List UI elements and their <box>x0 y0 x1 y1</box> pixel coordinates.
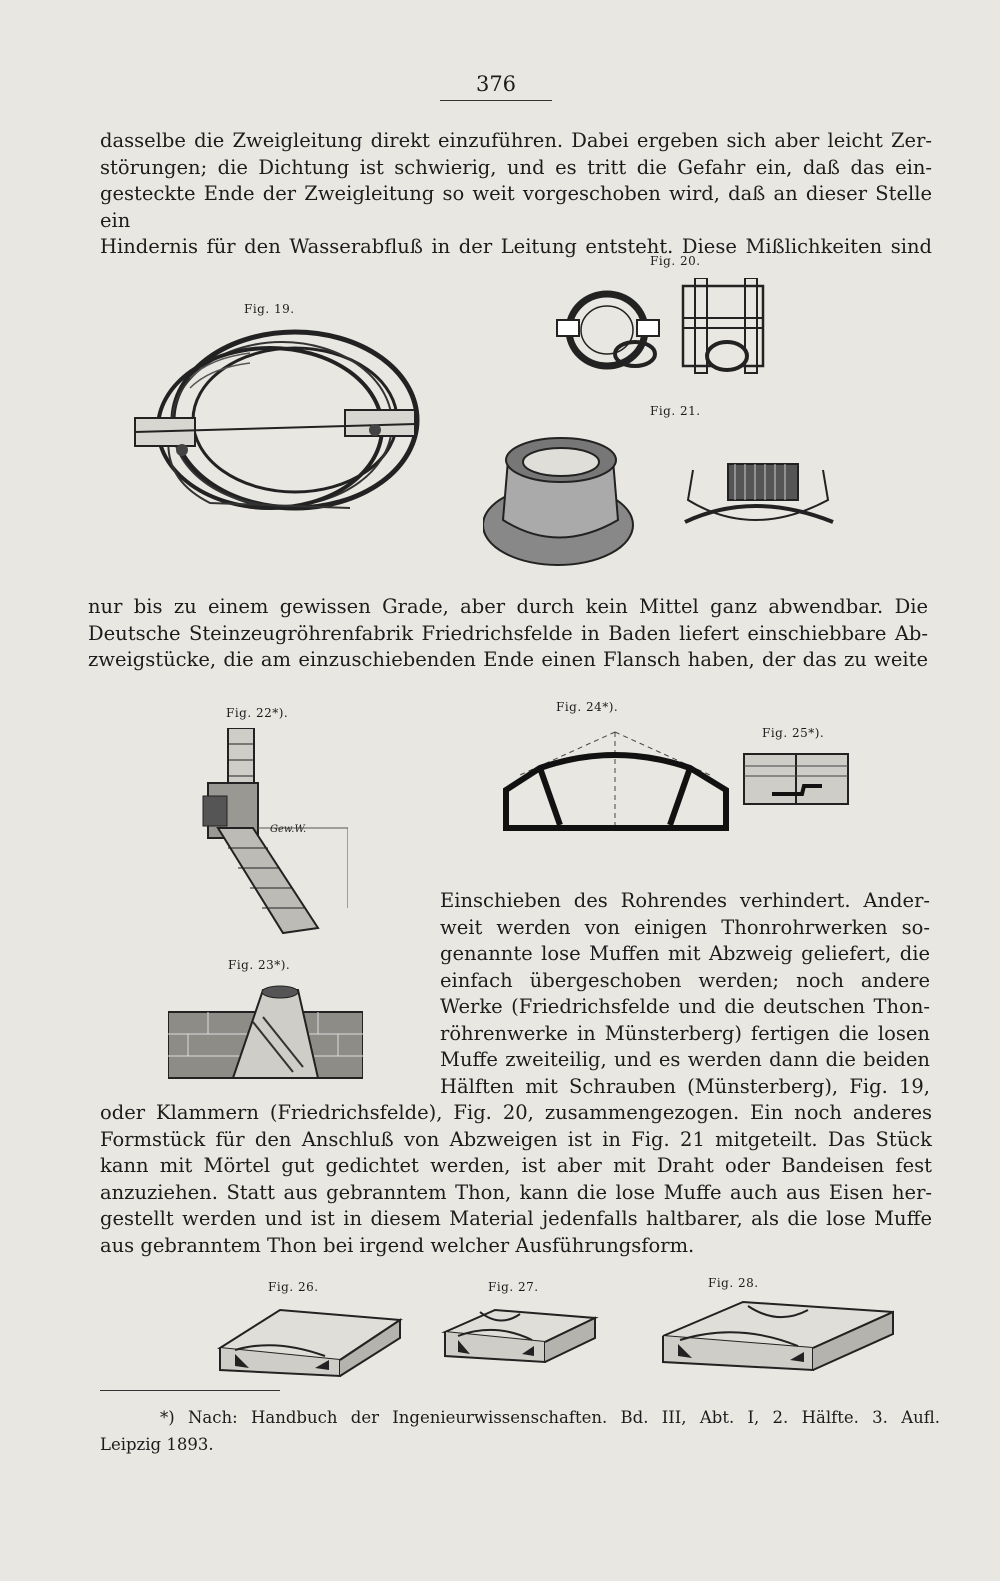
text-line: gesteckte Ende der Zweigleitung so weit vorgeschoben wird, daß an dieser Stelle ein <box>100 182 932 232</box>
footnote <box>100 1404 940 1458</box>
fig-24-segment-block-illustration <box>500 720 730 835</box>
text-line: Einschieben des Rohrendes verhindert. Ander- <box>440 889 930 912</box>
page-number-rule <box>440 100 552 101</box>
page-number: 376 <box>475 72 517 96</box>
text-line: nur bis zu einem gewissen Grade, aber durch kein Mittel ganz abwendbar. Die <box>88 595 928 618</box>
fig-24-label: Fig. 24*). <box>556 700 619 714</box>
fig-27-channel-block-illustration <box>440 1298 600 1364</box>
paragraph-top <box>100 128 932 261</box>
fig-22-label: Fig. 22*). <box>226 706 289 720</box>
fig-19-split-muff-illustration <box>130 318 430 518</box>
fig-23-label: Fig. 23*). <box>228 958 291 972</box>
text-line: dasselbe die Zweigleitung direkt einzuführen. Dabei ergeben sich aber leicht Zer- <box>100 129 932 152</box>
paragraph-bottom <box>100 1100 932 1259</box>
fig-25-label: Fig. 25*). <box>762 726 825 740</box>
text-line: Deutsche Steinzeugröhrenfabrik Friedrichsfelde in Baden liefert einschiebbare Ab- <box>88 621 928 645</box>
text-line: oder Klammern (Friedrichsfelde), Fig. 20, zusammengezogen. Ein noch anderes <box>100 1101 932 1124</box>
text-line: gestellt werden und ist in diesem Material jedenfalls haltbarer, als die lose Muffe <box>100 1207 932 1230</box>
text-line: Hälften mit Schrauben (Münsterberg), Fig. 19, <box>440 1074 930 1098</box>
fig-23-wall-pipe-illustration <box>168 982 363 1082</box>
text-line: anzuziehen. Statt aus gebranntem Thon, kann die lose Muffe auch aus Eisen her- <box>100 1180 932 1204</box>
text-line: Formstück für den Anschluß von Abzweigen ist in Fig. 21 mitgeteilt. Das Stück <box>100 1127 932 1151</box>
paragraph-middle <box>88 594 928 674</box>
footnote-line: *) Nach: Handbuch der Ingenieurwissenschaften. Bd. III, Abt. I, 2. Hälfte. 3. Aufl. <box>160 1408 940 1427</box>
fig-20-label: Fig. 20. <box>650 254 701 268</box>
text-line: Werke (Friedrichsfelde und die deutschen Thon- <box>440 995 930 1018</box>
text-line: Hindernis für den Wasserabfluß in der Leitung entsteht. Diese Mißlichkeiten sind <box>100 235 932 258</box>
text-line-last: aus gebranntem Thon bei irgend welcher Ausführungsform. <box>100 1233 695 1257</box>
fig-22-brickwork-section-illustration <box>198 728 348 938</box>
fig-26-channel-block-illustration <box>215 1298 405 1378</box>
fig-20-clamped-muff-illustration <box>555 278 805 378</box>
text-line: röhrenwerke in Münsterberg) fertigen die losen <box>440 1021 930 1045</box>
fig-26-label: Fig. 26. <box>268 1280 319 1294</box>
text-line: Muffe zweiteilig, und es werden dann die beiden <box>440 1048 930 1071</box>
fig-22-annotation: Gew.W. <box>270 824 307 835</box>
fig-21-label: Fig. 21. <box>650 404 701 418</box>
footnote-line: Leipzig 1893. <box>100 1435 214 1454</box>
text-line: genannte lose Muffen mit Abzweig geliefert, die <box>440 942 930 965</box>
text-line: störungen; die Dichtung ist schwierig, und es tritt die Gefahr ein, daß das ein- <box>100 155 932 179</box>
text-line: kann mit Mörtel gut gedichtet werden, ist aber mit Draht oder Bandeisen fest <box>100 1154 932 1177</box>
fig-28-cross-channel-block-illustration <box>658 1294 898 1374</box>
text-line: weit werden von einigen Thonrohrwerken so- <box>440 915 930 939</box>
fig-21-saddle-fitting-illustration <box>483 430 843 570</box>
text-line: zweigstücke, die am einzuschiebenden Ende einen Flansch haben, der das zu weite <box>88 648 928 671</box>
text-line: einfach übergeschoben werden; noch andere <box>440 968 930 992</box>
footnote-rule <box>100 1390 280 1391</box>
fig-25-pipe-joint-illustration <box>742 748 852 814</box>
fig-28-label: Fig. 28. <box>708 1276 759 1290</box>
paragraph-right <box>440 888 930 1100</box>
fig-19-label: Fig. 19. <box>244 302 295 316</box>
fig-27-label: Fig. 27. <box>488 1280 539 1294</box>
